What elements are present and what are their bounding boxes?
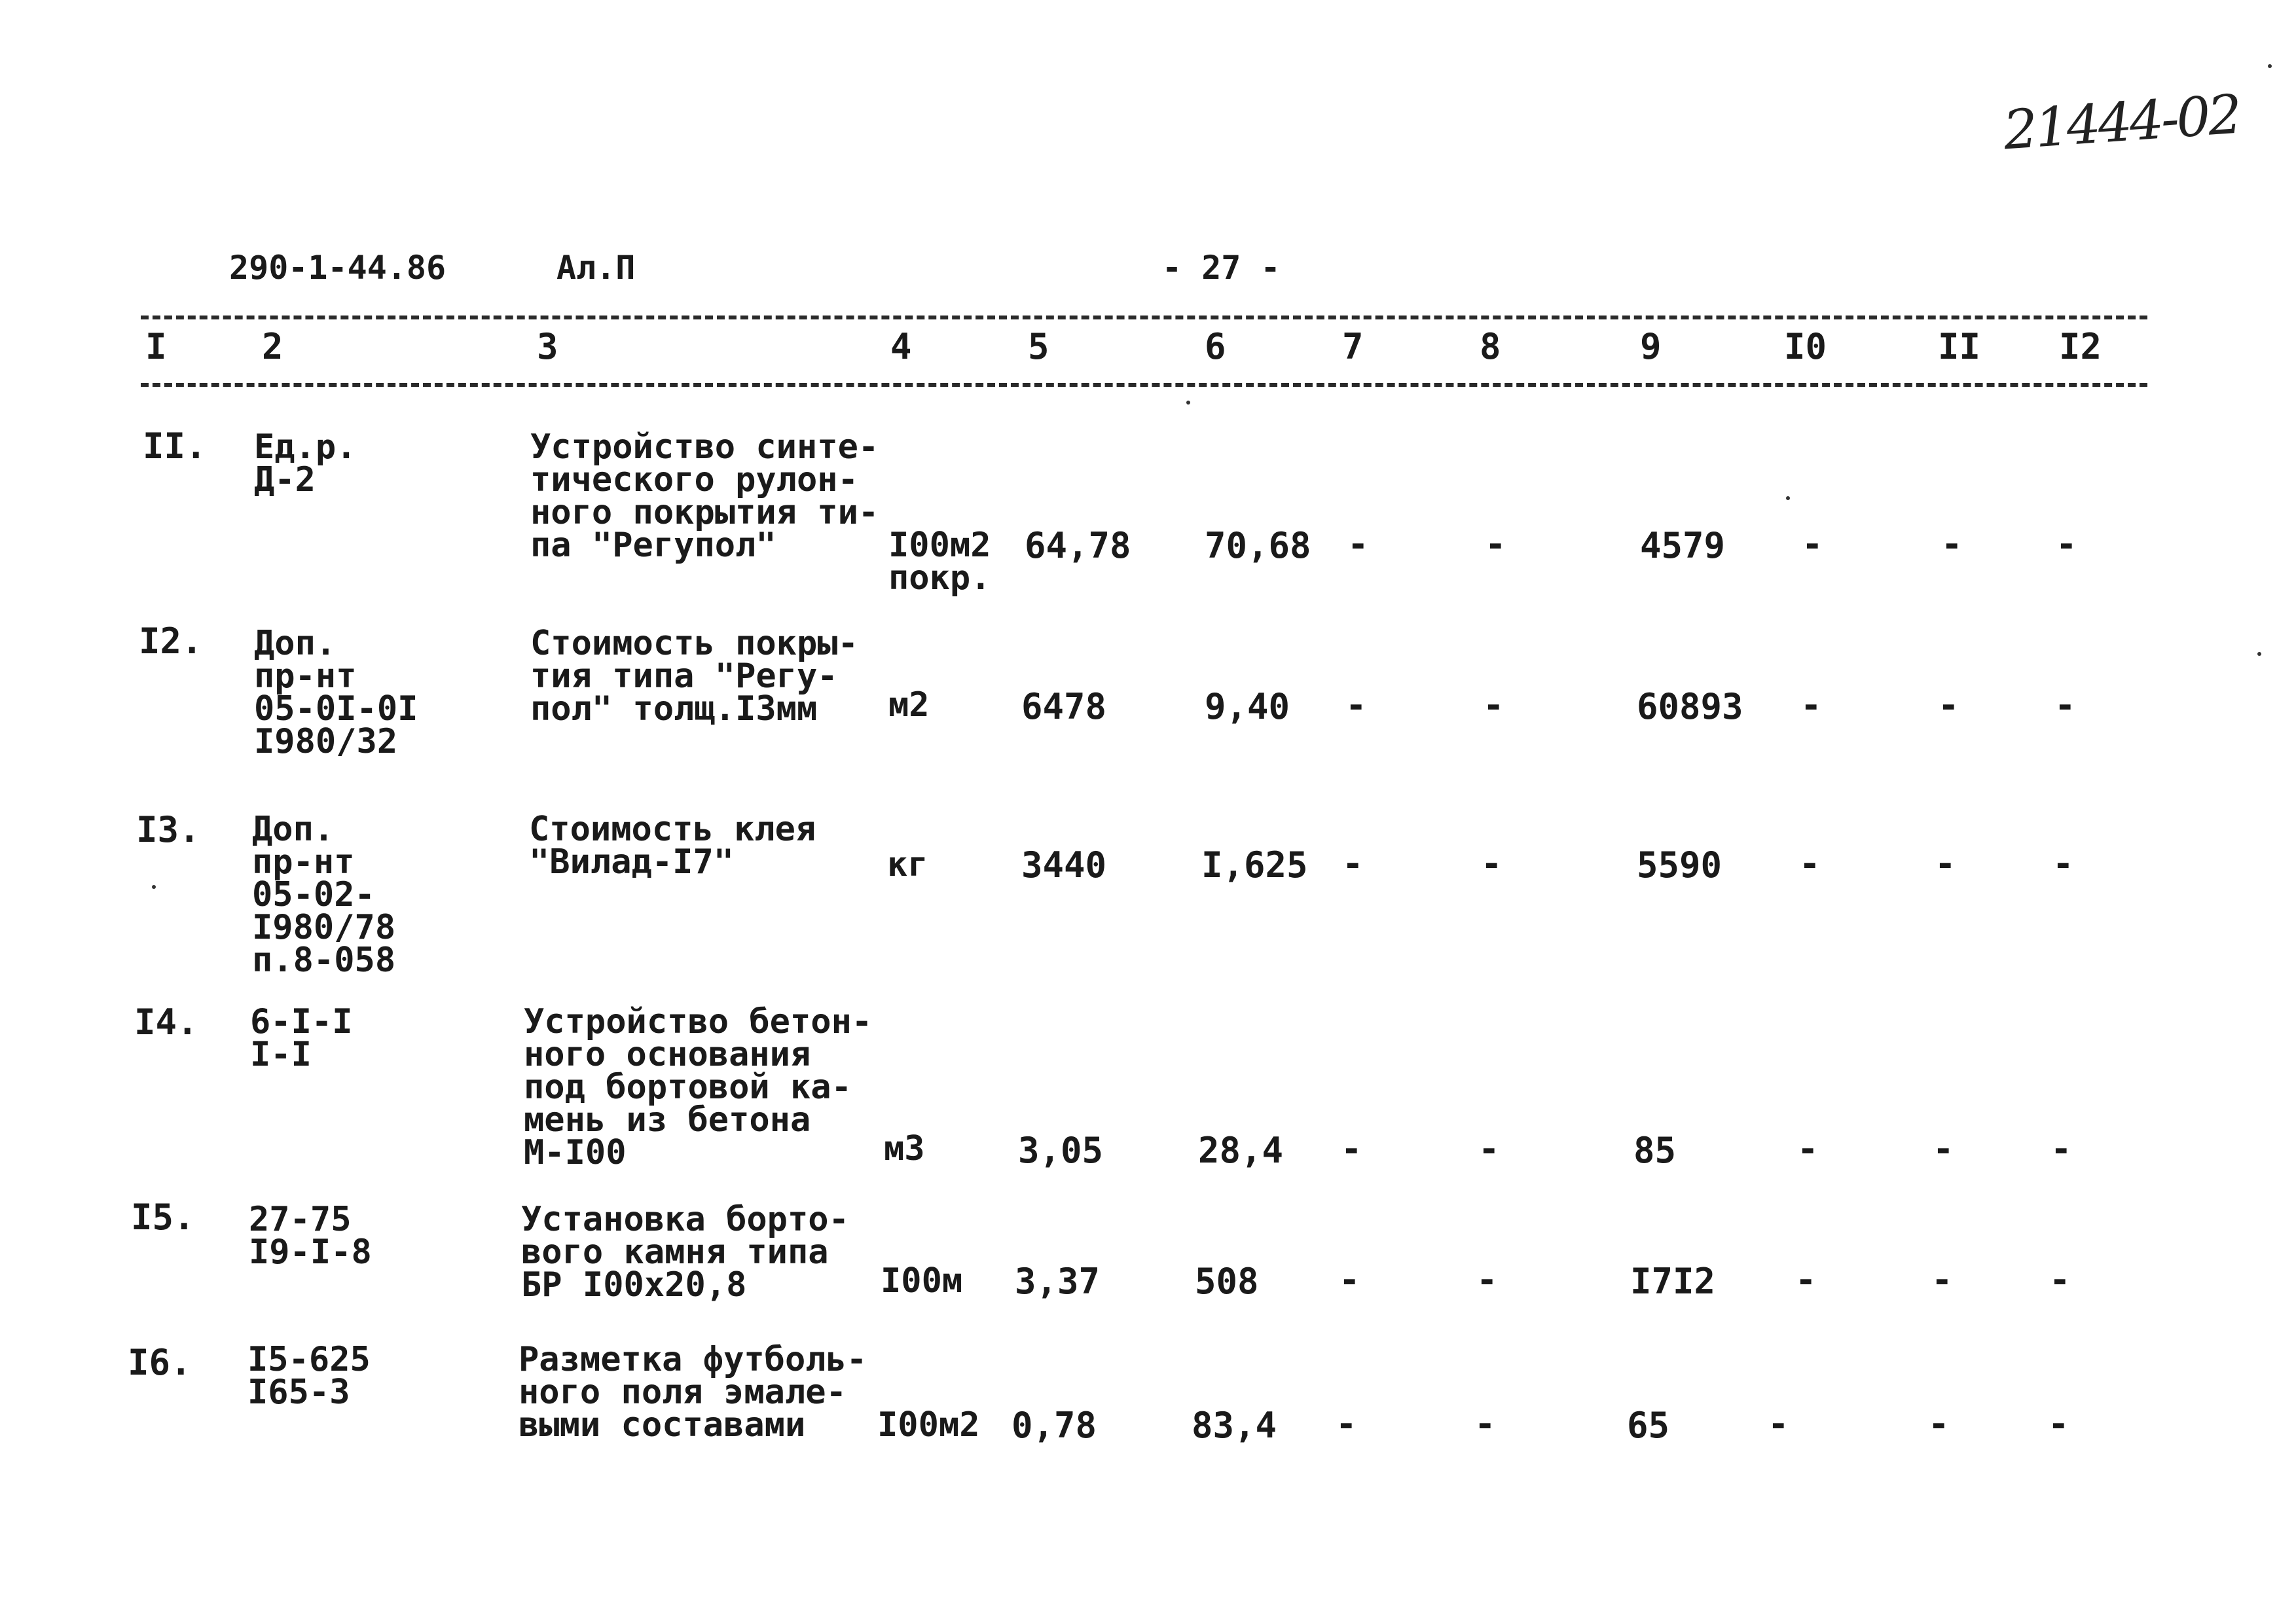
quantity: 0,78 xyxy=(1011,1405,1097,1446)
work-description: Устройство синте- тического рулон- ного покрытия ти- па "Регупол" xyxy=(530,427,879,565)
quantity: 3,05 xyxy=(1018,1130,1104,1171)
total-cost: 60893 xyxy=(1637,686,1743,727)
scan-speck xyxy=(1186,401,1190,405)
col11-value: - xyxy=(1938,685,1959,726)
scan-speck xyxy=(152,885,156,889)
scan-speck xyxy=(1786,496,1790,500)
work-description: Установка борто- вого камня типа БР I00х20,8 xyxy=(521,1200,849,1305)
page-number: - 27 - xyxy=(1162,249,1281,287)
norm-reference: Доп. пр-нт 05-02- I980/78 п.8-058 xyxy=(252,810,396,980)
scan-speck xyxy=(2268,64,2272,68)
row-number: I6. xyxy=(128,1342,192,1383)
column-header: 6 xyxy=(1205,326,1226,367)
col8-value: - xyxy=(1481,843,1503,884)
row-number: I5. xyxy=(131,1197,195,1238)
column-header: 3 xyxy=(537,326,558,367)
col8-value: - xyxy=(1476,1259,1498,1301)
unit-price: 28,4 xyxy=(1198,1130,1284,1171)
col10-value: - xyxy=(1799,843,1821,884)
column-header: 4 xyxy=(890,326,912,367)
unit: I00м2 xyxy=(877,1405,980,1445)
col8-value: - xyxy=(1483,685,1504,726)
col7-value: - xyxy=(1336,1403,1357,1445)
column-header: 5 xyxy=(1028,326,1049,367)
column-header: 8 xyxy=(1480,326,1501,367)
col12-value: - xyxy=(2056,524,2077,565)
column-header: I2 xyxy=(2059,326,2102,367)
unit: I00м2 покр. xyxy=(888,526,991,598)
total-cost: 65 xyxy=(1627,1405,1670,1446)
column-header: 2 xyxy=(262,326,283,367)
col7-value: - xyxy=(1342,843,1364,884)
work-description: Разметка футболь- ного поля эмале- выми составами xyxy=(519,1340,867,1445)
col8-value: - xyxy=(1474,1403,1496,1445)
row-number: I2. xyxy=(139,621,203,662)
unit-price: 83,4 xyxy=(1192,1405,1277,1446)
quantity: 64,78 xyxy=(1025,525,1131,566)
unit: м2 xyxy=(888,685,930,725)
scan-speck xyxy=(2257,652,2261,656)
unit-price: 9,40 xyxy=(1205,686,1290,727)
norm-reference: Доп. пр-нт 05-0I-0I I980/32 xyxy=(254,624,418,761)
unit-price: 508 xyxy=(1195,1261,1259,1302)
col11-value: - xyxy=(1933,1128,1954,1170)
col11-value: - xyxy=(1928,1403,1950,1445)
col12-value: - xyxy=(2052,843,2074,884)
col12-value: - xyxy=(2049,1259,2071,1301)
document-code: 290-1-44.86 xyxy=(229,249,446,287)
col11-value: - xyxy=(1935,843,1956,884)
col11-value: - xyxy=(1931,1259,1953,1301)
col7-value: - xyxy=(1347,524,1369,565)
total-cost: 4579 xyxy=(1640,525,1726,566)
col12-value: - xyxy=(2048,1403,2069,1445)
total-cost: 5590 xyxy=(1637,844,1722,886)
col8-value: - xyxy=(1478,1128,1500,1170)
col12-value: - xyxy=(2054,685,2076,726)
column-header: 7 xyxy=(1342,326,1364,367)
column-header: II xyxy=(1938,326,1981,367)
quantity: 3440 xyxy=(1021,844,1107,886)
column-header: I0 xyxy=(1784,326,1827,367)
work-description: Устройство бетон- ного основания под бортовой ка- мень из бетона М-I00 xyxy=(524,1002,873,1172)
norm-reference: I5-625 I65-3 xyxy=(247,1340,371,1412)
col7-value: - xyxy=(1341,1128,1362,1170)
col10-value: - xyxy=(1768,1403,1789,1445)
norm-reference: Ед.р. Д-2 xyxy=(254,427,357,499)
col7-value: - xyxy=(1339,1259,1360,1301)
col10-value: - xyxy=(1802,524,1823,565)
col8-value: - xyxy=(1485,524,1506,565)
col12-value: - xyxy=(2050,1128,2072,1170)
total-cost: I7I2 xyxy=(1630,1261,1716,1302)
col10-value: - xyxy=(1797,1128,1819,1170)
column-header: I xyxy=(145,326,167,367)
col11-value: - xyxy=(1941,524,1963,565)
table-top-rule xyxy=(141,316,2147,319)
unit-price: 70,68 xyxy=(1205,525,1311,566)
col10-value: - xyxy=(1795,1259,1817,1301)
quantity: 3,37 xyxy=(1015,1261,1101,1302)
col10-value: - xyxy=(1800,685,1822,726)
quantity: 6478 xyxy=(1021,686,1107,727)
work-description: Стоимость клея "Вилад-I7" xyxy=(529,810,816,882)
unit: I00м xyxy=(881,1261,963,1301)
col7-value: - xyxy=(1345,685,1367,726)
norm-reference: 6-I-I I-I xyxy=(250,1002,353,1074)
row-number: I3. xyxy=(136,809,200,850)
column-header: 9 xyxy=(1640,326,1662,367)
row-number: II. xyxy=(143,425,207,467)
table-header-rule xyxy=(141,383,2147,387)
work-description: Стоимость покры- тия типа "Регу- пол" толщ.I3мм xyxy=(530,624,858,729)
unit: м3 xyxy=(884,1129,925,1168)
archive-stamp: 21444-02 xyxy=(2001,83,2242,162)
total-cost: 85 xyxy=(1633,1130,1677,1171)
unit: кг xyxy=(887,845,928,884)
norm-reference: 27-75 I9-I-8 xyxy=(249,1200,372,1272)
sheet-label: Ал.П xyxy=(556,249,636,287)
row-number: I4. xyxy=(134,1001,198,1043)
unit-price: I,625 xyxy=(1201,844,1308,886)
